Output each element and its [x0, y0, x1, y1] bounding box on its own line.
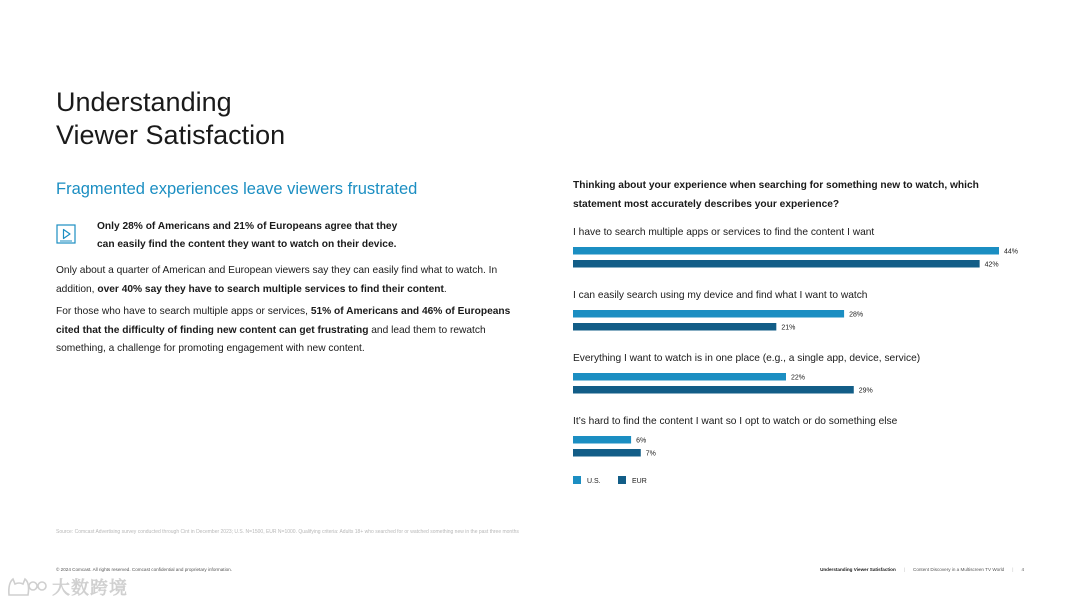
chart-title: Thinking about your experience when searching for something new to watch, which statement most accurately describes your experience? [573, 180, 979, 210]
data-label: 6% [636, 437, 647, 445]
bar-eur-0 [573, 260, 980, 268]
para2-text: For those who have to search multiple apps or services, [56, 306, 311, 317]
category-label: I can easily search using my device and find what I want to watch [573, 290, 868, 301]
body-paragraph-1 [56, 262, 516, 299]
legend-swatch [618, 476, 626, 484]
play-icon [56, 224, 76, 244]
page-title-line1: Understanding [56, 87, 232, 117]
bar-eur-3 [573, 449, 641, 457]
bar-us-1 [573, 310, 844, 318]
body-paragraph-2 [56, 303, 516, 359]
category-label: It’s hard to find the content I want so I opt to watch or do something else [573, 416, 898, 427]
footer-separator: | [903, 567, 905, 572]
footer-nav [820, 567, 1024, 572]
bar-eur-1 [573, 323, 776, 331]
data-label: 28% [849, 311, 864, 319]
watermark-text: 大数跨境 [52, 578, 128, 598]
footer-copyright: © 2024 Comcast. All rights reserved. Comcast confidential and proprietary information. [56, 567, 232, 572]
data-label: 42% [984, 261, 999, 269]
legend-label: U.S. [587, 478, 601, 485]
footer-section: Understanding Viewer Satisfaction [820, 567, 896, 572]
key-stat-callout [56, 218, 506, 254]
data-label: 22% [791, 374, 806, 382]
data-label: 7% [645, 450, 656, 458]
legend-label: EUR [632, 478, 647, 485]
footer-separator: | [1012, 567, 1014, 572]
para1-bold: over 40% say they have to search multiple services to find their content [97, 283, 444, 295]
bar-eur-2 [573, 386, 854, 394]
callout-line1: Only 28% of Americans and 21% of Europeans agree that they [97, 221, 398, 232]
callout-line2: can easily find the content they want to watch on their device. [97, 239, 397, 250]
page-title-line2: Viewer Satisfaction [56, 120, 286, 150]
data-label: 21% [781, 324, 796, 332]
para2-end: and lead them to rewatch something, a challenge for promoting engagement with new content. [56, 324, 486, 354]
para1-text: Only about a quarter of American and European viewers say they can easily find what to watch. In addition, [56, 265, 498, 295]
category-label: I have to search multiple apps or services to find the content I want [573, 227, 875, 238]
category-label: Everything I want to watch is in one place (e.g., a single app, device, service) [573, 353, 921, 364]
bar-chart [560, 220, 1040, 495]
callout-text [97, 218, 506, 254]
data-label: 44% [1004, 248, 1019, 256]
bar-us-2 [573, 373, 786, 381]
footer-page-number: 4 [1021, 567, 1024, 572]
bar-us-3 [573, 436, 631, 444]
watermark [6, 574, 128, 600]
section-subtitle: Fragmented experiences leave viewers frustrated [56, 180, 418, 198]
cat-logo-icon [6, 575, 48, 599]
data-label: 29% [858, 387, 873, 395]
para2-bold: 51% of Americans and 46% of Europeans cited that the difficulty of finding new content can get frustrating [56, 306, 511, 336]
source-note: Source: Comcast Advertising survey conducted through Cint in December 2023; U.S. N=1500, EUR N=1000. Qualifying criteria: Adults 18+ who searched for or watched something new in the past three months [56, 529, 519, 535]
para1-end: . [443, 283, 447, 295]
bar-us-0 [573, 247, 999, 255]
footer-report-title: Content Discovery in a Multiscreen TV World [913, 567, 1005, 572]
page-title [56, 86, 285, 152]
legend-swatch [573, 476, 581, 484]
